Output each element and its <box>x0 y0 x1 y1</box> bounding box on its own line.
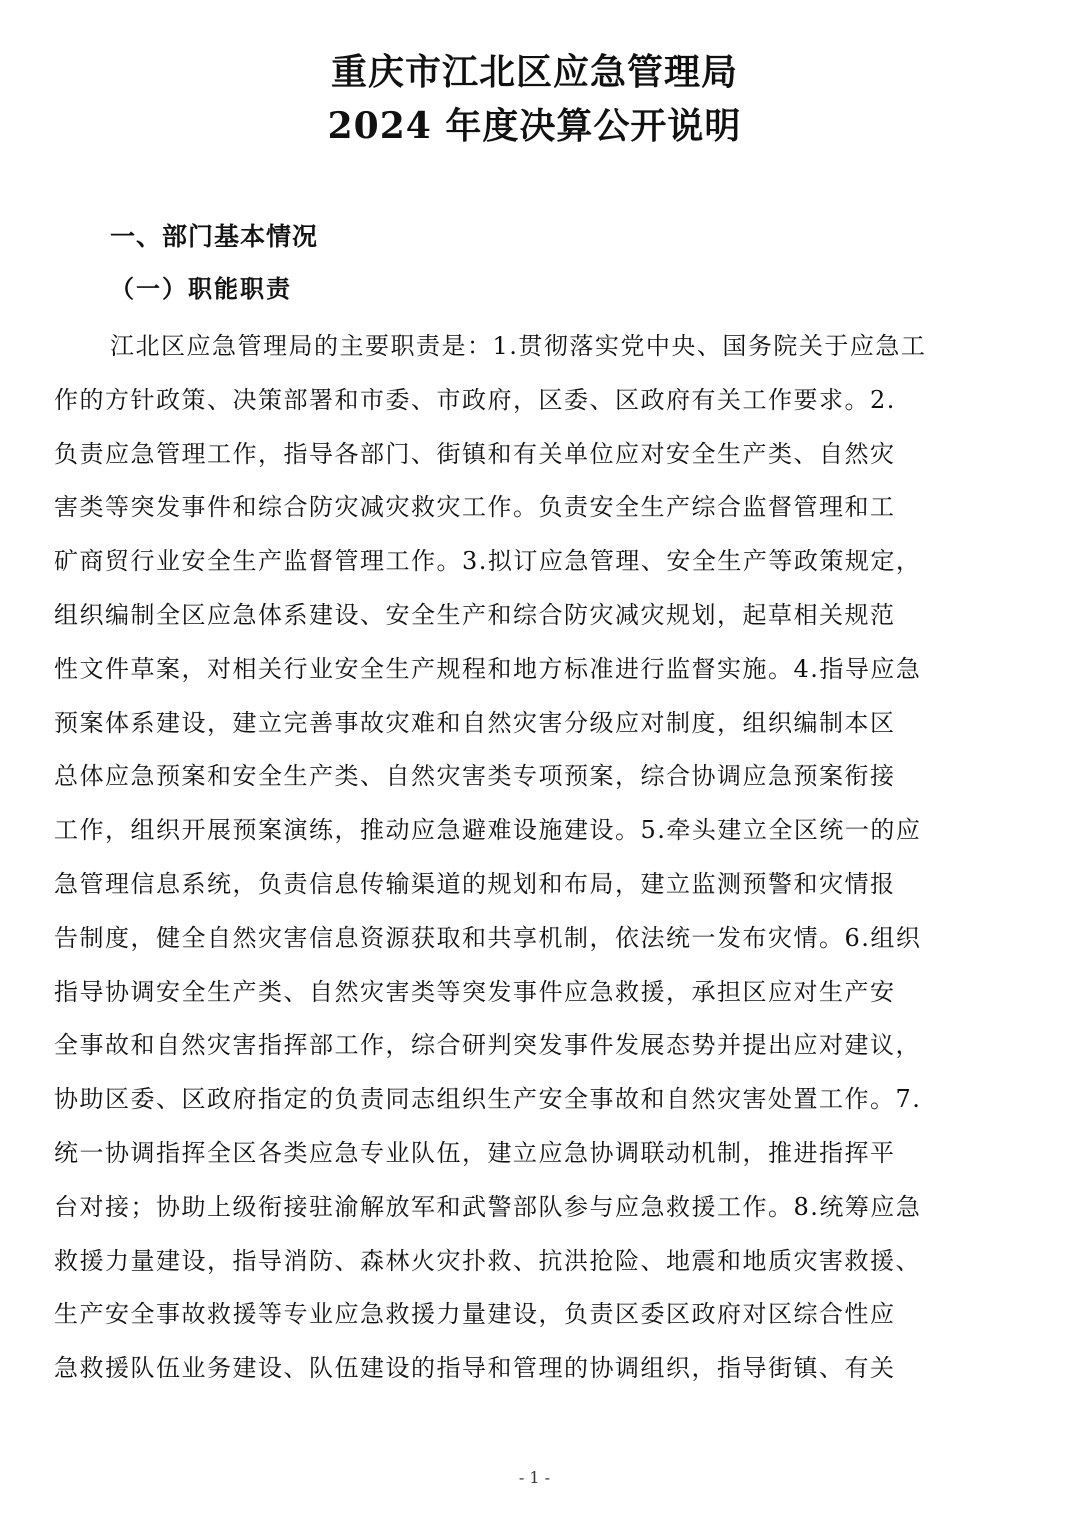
body-line: 急救援队伍业务建设、队伍建设的指导和管理的协调组织，指导街镇、有关 <box>54 1354 896 1383</box>
body-line: 统一协调指挥全区各类应急专业队伍，建立应急协调联动机制，推进指挥平 <box>54 1138 896 1167</box>
body-line: 救援力量建设，指导消防、森林火灾扑救、抗洪抢险、地震和地质灾害救援、 <box>54 1246 921 1275</box>
body-line: 告制度，健全自然灾害信息资源获取和共享机制，依法统一发布灾情。6.组织 <box>54 923 922 952</box>
document-title-line-1: 重庆市江北区应急管理局 <box>330 51 738 93</box>
body-line: 组织编制全区应急体系建设、安全生产和综合防灾减灾规划，起草相关规范 <box>54 600 896 629</box>
body-line: 台对接；协助上级衔接驻渝解放军和武警部队参与应急救援工作。8.统筹应急 <box>54 1192 922 1221</box>
page-number: - 1 - <box>518 1468 551 1487</box>
body-line: 负责应急管理工作，指导各部门、街镇和有关单位应对安全生产类、自然灾 <box>54 439 896 468</box>
section-heading: 一、部门基本情况 <box>110 222 319 251</box>
body-paragraph <box>54 320 1019 1396</box>
body-line: 总体应急预案和安全生产类、自然灾害类专项预案，综合协调应急预案衔接 <box>54 762 896 791</box>
body-line: 全事故和自然灾害指挥部工作，综合研判突发事件发展态势并提出应对建议， <box>54 1031 921 1060</box>
body-line: 急管理信息系统，负责信息传输渠道的规划和布局，建立监测预警和灾情报 <box>54 869 896 898</box>
body-line: 生产安全事故救援等专业应急救援力量建设，负责区委区政府对区综合性应 <box>54 1300 896 1329</box>
body-line: 矿商贸行业安全生产监督管理工作。3.拟订应急管理、安全生产等政策规定， <box>54 547 922 576</box>
body-line: 预案体系建设，建立完善事故灾难和自然灾害分级应对制度，组织编制本区 <box>54 708 896 737</box>
subsection-heading: （一）职能职责 <box>110 274 292 303</box>
body-line: 害类等突发事件和综合防灾减灾救灾工作。负责安全生产综合监督管理和工 <box>54 493 896 522</box>
body-line: 性文件草案，对相关行业安全生产规程和地方标准进行监督实施。4.指导应急 <box>54 654 922 683</box>
body-line: 江北区应急管理局的主要职责是：1.贯彻落实党中央、国务院关于应急工 <box>110 332 927 360</box>
body-line: 工作，组织开展预案演练，推动应急避难设施建设。5.牵头建立全区统一的应 <box>54 816 922 845</box>
document-title-line-2: 2024 年度决算公开说明 <box>327 105 742 147</box>
body-line: 协助区委、区政府指定的负责同志组织生产安全事故和自然灾害处置工作。7. <box>54 1085 922 1114</box>
body-line: 指导协调安全生产类、自然灾害类等突发事件应急救援，承担区应对生产安 <box>54 977 896 1006</box>
body-line: 作的方针政策、决策部署和市委、市政府，区委、区政府有关工作要求。2. <box>54 385 896 414</box>
